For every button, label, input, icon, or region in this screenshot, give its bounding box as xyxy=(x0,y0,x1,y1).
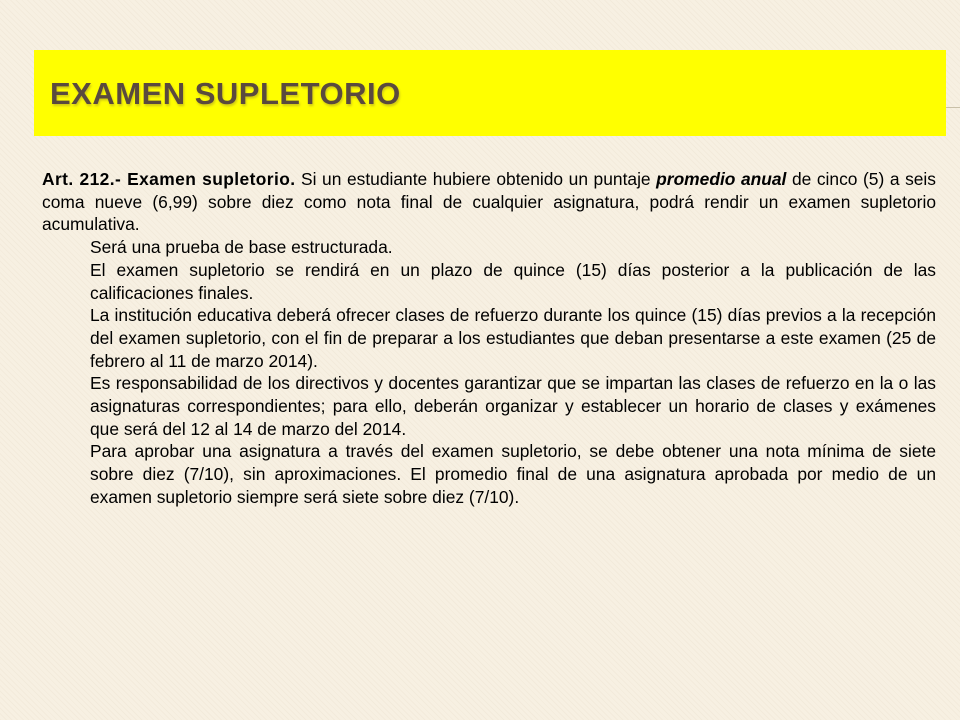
article-intro-paragraph xyxy=(42,168,936,236)
paragraph-3: La institución educativa deberá ofrecer clases de refuerzo durante los quince (15) días previos a la recepción del examen supletorio, con el fin de preparar a los estudiantes que deban presentarse a este examen (25 de febrero al 11 de marzo 2014). xyxy=(90,305,936,371)
intro-emphasis: promedio anual xyxy=(656,169,787,189)
title-divider-line xyxy=(946,107,960,108)
slide-title: EXAMEN SUPLETORIO xyxy=(50,76,401,111)
paragraph-2: El examen supletorio se rendirá en un plazo de quince (15) días posterior a la publicación de las calificaciones finales. xyxy=(90,259,936,303)
paragraph-1: Será una prueba de base estructurada. xyxy=(90,237,393,258)
paragraph-4: Es responsabilidad de los directivos y docentes garantizar que se impartan las clases de refuerzo en la o las asignaturas correspondientes; para ello, deberán organizar y establecer un horario de clases y exámenes que será del 12 al 14 de marzo del 2014. xyxy=(90,373,936,439)
intro-text-a: Si un estudiante hubiere obtenido un puntaje xyxy=(295,169,657,189)
article-label: Art. 212.- Examen supletorio. xyxy=(42,169,296,189)
article-body xyxy=(42,168,936,509)
paragraph-5: Para aprobar una asignatura a través del examen supletorio, se debe obtener una nota mínima de siete sobre diez (7/10), sin aproximaciones. El promedio final de una asignatura aprobada por medio de un examen supletorio siempre será siete sobre diez (7/10). xyxy=(90,441,936,507)
intro-text-b: de cinco (5) a seis coma nueve (6,99) sobre diez como nota final de cualquier asignatura, podrá rendir un examen supletorio acumulativa. xyxy=(42,169,936,235)
